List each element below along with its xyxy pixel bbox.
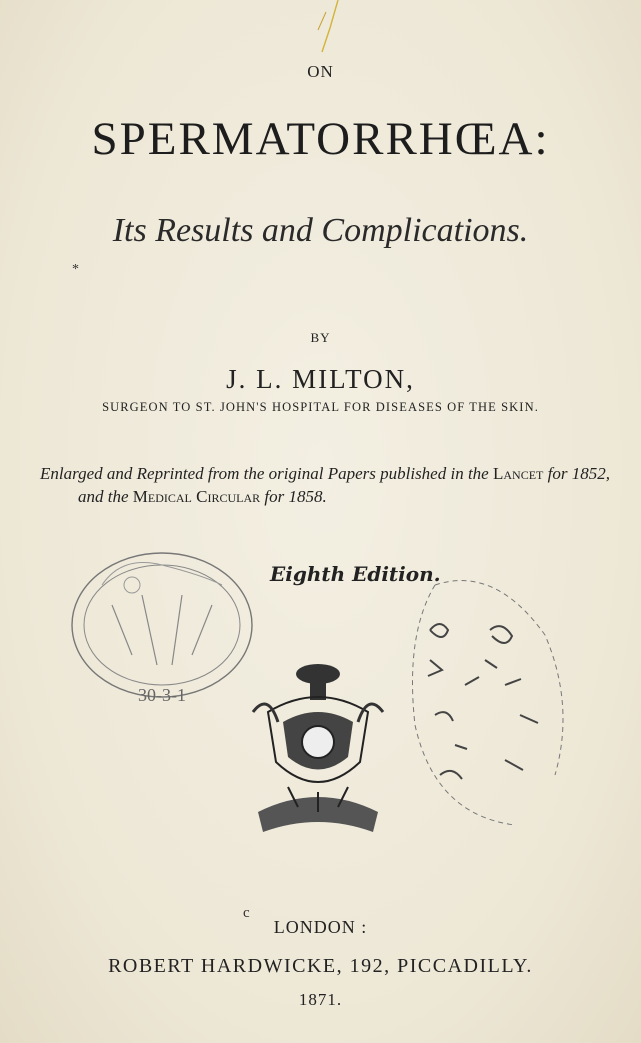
place-label: LONDON : <box>273 917 368 937</box>
note-text-3: and the <box>78 487 133 506</box>
author-name: J. L. MILTON, <box>226 364 415 394</box>
note-lancet: Lancet <box>492 464 544 483</box>
edition-label: Eighth Edition. <box>270 562 441 586</box>
handwritten-c: c <box>243 905 250 921</box>
note-text-1: Enlarged and Reprinted from the original Papers published in the <box>40 464 493 483</box>
shelfmark-annotation <box>395 575 575 825</box>
note-circular: Medical Circular <box>132 487 261 506</box>
printers-device <box>248 652 388 842</box>
book-title: SPERMATORRHŒA: <box>91 113 550 165</box>
publication-year: 1871. <box>298 990 343 1009</box>
author-description: SURGEON TO ST. JOHN'S HOSPITAL FOR DISEASES OF THE SKIN. <box>102 400 539 414</box>
note-text-2: for 1852, <box>543 464 610 483</box>
handwritten-star: * <box>72 262 79 277</box>
stamp-text: 30-3-1 <box>138 685 186 705</box>
publisher-line: ROBERT HARDWICKE, 192, PICCADILLY. <box>108 955 533 977</box>
note-text-4: for 1858. <box>260 487 327 506</box>
library-stamp <box>62 545 262 745</box>
on-label: ON <box>307 62 334 81</box>
book-subtitle: Its Results and Complications. <box>112 212 529 249</box>
publication-note <box>40 462 620 508</box>
by-label: BY <box>310 330 331 345</box>
